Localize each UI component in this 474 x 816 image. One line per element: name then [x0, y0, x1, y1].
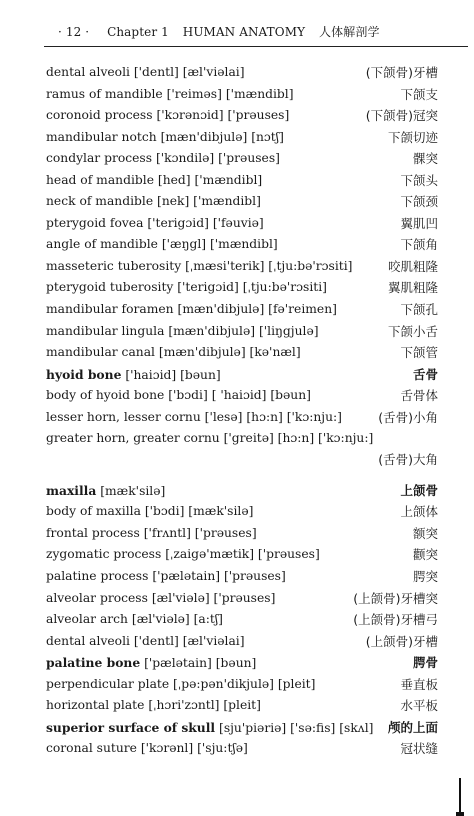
entry-term: body of hyoid bone: [46, 388, 165, 403]
entry-chinese: (上颌骨)牙槽突: [353, 590, 438, 606]
entry-term: pterygoid tuberosity: [46, 280, 174, 295]
entry-chinese: 髁突: [412, 151, 438, 167]
entry-pronunciation: ['dentl] [æl'viəlai]: [133, 65, 245, 79]
glossary-entry: [46, 256, 438, 278]
entry-pronunciation: [ˌhɔri'zɔntl] [pleit]: [148, 698, 261, 713]
entry-chinese: (下颌骨)牙槽: [365, 65, 438, 80]
entry-chinese: 下颌角: [400, 237, 438, 253]
entry-pronunciation: ['frʌntl] ['prəuses]: [143, 525, 257, 540]
glossary-entry: [46, 105, 438, 127]
header-rule: [44, 46, 468, 47]
entry-pronunciation: [mæn'dibjulə] [fə'reimen]: [177, 302, 337, 317]
entry-term: mandibular notch: [46, 129, 157, 144]
entry-chinese: 下颌头: [400, 172, 438, 188]
entry-pronunciation: [mæn'dibjulə] ['liŋgjulə]: [168, 323, 319, 338]
glossary-list: [46, 62, 438, 760]
entry-pronunciation: [sju'piəriə] ['sə:fis] [skʌl]: [219, 720, 374, 735]
entry-chinese: (下颌骨)冠突: [365, 108, 438, 124]
entry-term: body of maxilla: [46, 504, 141, 519]
entry-pronunciation: [nek] ['mændibl]: [157, 194, 261, 209]
entry-chinese: (上颌骨)牙槽弓: [353, 612, 438, 628]
margin-mark: [459, 778, 461, 816]
entry-term: pterygoid fovea: [46, 215, 144, 230]
entry-pronunciation: ['bɔdi] [mæk'silə]: [144, 504, 254, 519]
glossary-entry: [46, 428, 438, 450]
entry-chinese: 舌骨: [412, 366, 438, 382]
entry-term: alveolar process: [46, 590, 148, 605]
chapter-title: HUMAN ANATOMY: [182, 25, 306, 39]
entry-pronunciation: ['kɔrənɔid] ['prəuses]: [156, 108, 290, 123]
entry-chinese: 翼肌凹: [400, 215, 438, 231]
glossary-entry: [46, 191, 438, 213]
glossary-entry: [46, 674, 438, 696]
entry-term: horizontal plate: [46, 698, 145, 713]
entry-chinese: 下颌孔: [400, 302, 438, 318]
glossary-section-heading: [46, 480, 438, 502]
entry-term: coronal suture: [46, 741, 137, 756]
entry-pronunciation: ['bɔdi] [ 'haiɔid] [bəun]: [168, 388, 311, 403]
entry-term: mandibular foramen: [46, 302, 174, 317]
entry-term: ramus of mandible: [46, 86, 163, 101]
entry-chinese: 颧突: [412, 547, 438, 563]
glossary-entry: [46, 544, 438, 566]
glossary-entry: [46, 631, 438, 653]
glossary-entry: [46, 501, 438, 523]
entry-term: dental alveoli: [46, 633, 130, 648]
entry-term: superior surface of skull: [46, 719, 216, 735]
entry-chinese: (舌骨)大角: [378, 451, 438, 467]
entry-term: greater horn, greater cornu: [46, 431, 220, 446]
glossary-entry: [46, 738, 438, 760]
entry-pronunciation: ['terigɔid] ['fəuviə]: [147, 215, 264, 230]
glossary-entry: [46, 213, 438, 235]
entry-chinese: 上颌体: [400, 504, 438, 520]
entry-pronunciation: ['æŋgl] ['mændibl]: [161, 237, 278, 252]
glossary-entry: [46, 695, 438, 717]
entry-chinese: 水平板: [400, 698, 438, 714]
glossary-entry: [46, 148, 438, 170]
glossary-entry: [46, 277, 438, 299]
entry-pronunciation: [ˌmæsi'terik] [ˌtju:bə'rɔsiti]: [185, 258, 353, 273]
entry-term: maxilla: [46, 482, 97, 498]
glossary-entry: [46, 407, 438, 429]
entry-chinese: 下颌切迹: [387, 129, 438, 145]
glossary-entry: [46, 342, 438, 364]
entry-chinese: 冠状缝: [400, 741, 438, 757]
entry-chinese: 上颌骨: [400, 482, 438, 498]
entry-pronunciation: ['dentl] [æl'viəlai]: [133, 633, 245, 648]
entry-chinese: 下颌颈: [400, 194, 438, 210]
glossary-entry: [46, 450, 438, 470]
entry-pronunciation: ['haiɔid] [bəun]: [125, 367, 221, 382]
glossary-entry: [46, 299, 438, 321]
entry-term: condylar process: [46, 151, 153, 166]
entry-pronunciation: [mæk'silə]: [100, 483, 166, 498]
entry-pronunciation: ['kɔrənl] ['sju:tʃə]: [140, 741, 248, 756]
glossary-entry: [46, 127, 438, 149]
entry-term: mandibular lingula: [46, 323, 165, 338]
entry-pronunciation: ['lesə] [hɔ:n] ['kɔ:nju:]: [204, 409, 342, 424]
entry-term: palatine bone: [46, 655, 141, 671]
entry-chinese: 腭骨: [412, 655, 438, 671]
entry-pronunciation: [ˌzaigə'mætik] ['prəuses]: [165, 547, 320, 562]
entry-chinese: 垂直板: [400, 676, 438, 692]
glossary-section-heading: [46, 652, 438, 674]
entry-chinese: 舌骨体: [400, 388, 438, 404]
glossary-entry: [46, 62, 438, 84]
entry-pronunciation: ['terigɔid] [ˌtju:bə'rɔsiti]: [177, 280, 327, 295]
entry-term: zygomatic process: [46, 547, 162, 562]
glossary-entry: [46, 566, 438, 588]
chapter-title-cn: 人体解剖学: [319, 25, 380, 39]
entry-pronunciation: [æl'viələ] [a:tʃ]: [131, 612, 223, 627]
entry-term: coronoid process: [46, 108, 153, 123]
glossary-entry: [46, 588, 438, 610]
glossary-entry: [46, 234, 438, 256]
page-number: · 12 ·: [58, 25, 90, 39]
entry-term: masseteric tuberosity: [46, 258, 182, 273]
entry-chinese: 下颌小舌: [387, 323, 438, 339]
glossary-entry: [46, 170, 438, 192]
entry-chinese: 腭突: [412, 569, 438, 585]
entry-chinese: 额突: [412, 525, 438, 541]
entry-pronunciation: [mæn'dibjulə] [nɔtʃ]: [160, 129, 284, 144]
entry-pronunciation: ['reiməs] ['mændibl]: [166, 86, 294, 101]
entry-pronunciation: ['kɔndilə] ['prəuses]: [155, 151, 280, 166]
entry-term: frontal process: [46, 525, 140, 540]
page-header: [58, 23, 380, 40]
entry-chinese: (上颌骨)牙槽: [365, 633, 438, 649]
entry-pronunciation: [mæn'dibjulə] [kə'næl]: [158, 345, 301, 360]
entry-chinese: 下颌管: [400, 345, 438, 361]
chapter-label: Chapter 1: [107, 25, 169, 39]
margin-mark-base: [456, 812, 464, 816]
glossary-entry: [46, 523, 438, 545]
glossary-section-heading: [46, 364, 438, 386]
entry-pronunciation: ['pælətain] [bəun]: [144, 656, 257, 671]
entry-chinese: (舌骨)小角: [378, 409, 438, 425]
entry-pronunciation: [æl'viələ] ['prəuses]: [151, 590, 276, 605]
entry-pronunciation: [ˌpə:pən'dikjulə] [pleit]: [173, 676, 316, 691]
entry-pronunciation: [hed] ['mændibl]: [157, 172, 263, 187]
entry-pronunciation: ['pælətain] ['prəuses]: [152, 569, 286, 584]
glossary-entry: [46, 385, 438, 407]
entry-chinese: 翼肌粗隆: [387, 280, 438, 296]
entry-term: alveolar arch: [46, 612, 128, 627]
entry-chinese: 下颌支: [400, 86, 438, 102]
entry-term: palatine process: [46, 569, 149, 584]
entry-term: mandibular canal: [46, 345, 155, 360]
entry-pronunciation: ['greitə] [hɔ:n] ['kɔ:nju:]: [223, 431, 374, 446]
entry-chinese: 颅的上面: [387, 719, 438, 735]
glossary-entry: [46, 321, 438, 343]
glossary-section-heading: [46, 717, 438, 739]
entry-term: neck of mandible: [46, 194, 154, 209]
entry-term: perpendicular plate: [46, 676, 170, 691]
glossary-entry: [46, 609, 438, 631]
entry-chinese: 咬肌粗隆: [387, 258, 438, 274]
glossary-entry: [46, 84, 438, 106]
entry-term: angle of mandible: [46, 237, 158, 252]
entry-term: lesser horn, lesser cornu: [46, 409, 201, 424]
entry-term: head of mandible: [46, 172, 154, 187]
entry-term: hyoid bone: [46, 366, 122, 382]
entry-term: dental alveoli: [46, 65, 130, 79]
